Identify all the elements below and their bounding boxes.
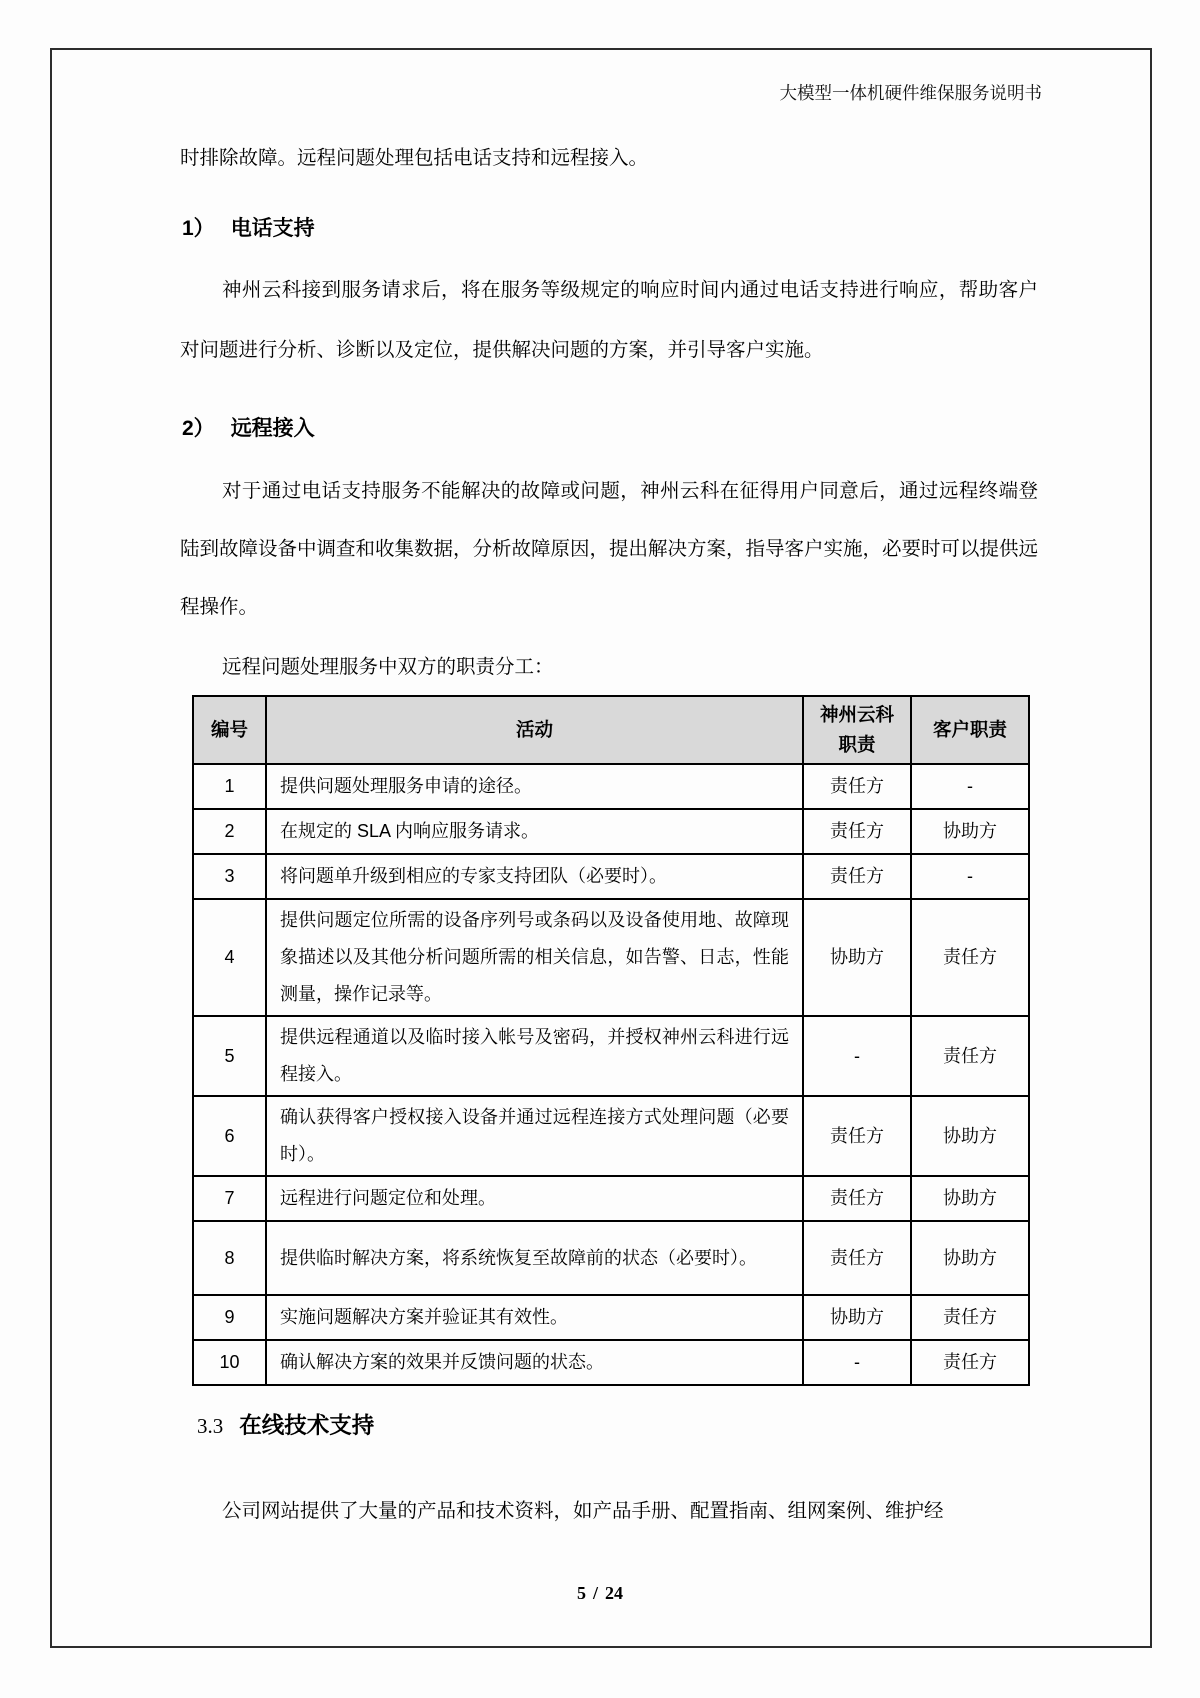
row-vendor-role: - (803, 1016, 911, 1096)
row-vendor-role: 责任方 (803, 809, 911, 854)
footer-current-page: 5 (576, 1583, 586, 1603)
row-customer-role: 责任方 (911, 1295, 1029, 1340)
row-customer-role: - (911, 764, 1029, 809)
row-customer-role: - (911, 854, 1029, 899)
row-number: 7 (193, 1176, 266, 1221)
table-row (193, 1096, 1029, 1176)
responsibility-table (192, 695, 1030, 1386)
row-vendor-role: 责任方 (803, 1176, 911, 1221)
table-row (193, 1295, 1029, 1340)
row-activity: 在规定的 SLA 内响应服务请求。 (266, 809, 803, 854)
row-activity: 提供临时解决方案，将系统恢复至故障前的状态（必要时）。 (266, 1221, 803, 1295)
row-vendor-role: - (803, 1340, 911, 1385)
row-activity: 确认获得客户授权接入设备并通过远程连接方式处理问题（必要时）。 (266, 1096, 803, 1176)
remote-access-heading-title: 远程接入 (230, 417, 315, 440)
phone-support-heading (182, 212, 315, 242)
row-number: 1 (193, 764, 266, 809)
document-header-title: 大模型一体机硬件维保服务说明书 (779, 83, 1042, 103)
remote-access-heading-number: 2） (182, 417, 215, 440)
row-vendor-role: 责任方 (803, 854, 911, 899)
row-vendor-role: 协助方 (803, 899, 911, 1016)
row-activity: 提供问题定位所需的设备序列号或条码以及设备使用地、故障现象描述以及其他分析问题所需的相关信息，如告警、日志，性能测量，操作记录等。 (266, 899, 803, 1016)
row-number: 4 (193, 899, 266, 1016)
row-activity: 提供问题处理服务申请的途径。 (266, 764, 803, 809)
responsibility-table-intro: 远程问题处理服务中双方的职责分工： (222, 656, 554, 678)
table-row (193, 764, 1029, 809)
header-vendor-line2: 职责 (838, 734, 876, 755)
table-row (193, 1340, 1029, 1385)
row-customer-role: 责任方 (911, 1340, 1029, 1385)
row-vendor-role: 责任方 (803, 1096, 911, 1176)
header-cell-activity: 活动 (266, 696, 803, 764)
header-cell-customer: 客户职责 (911, 696, 1029, 764)
row-customer-role: 协助方 (911, 809, 1029, 854)
row-activity: 远程进行问题定位和处理。 (266, 1176, 803, 1221)
row-activity: 提供远程通道以及临时接入帐号及密码，并授权神州云科进行远程接入。 (266, 1016, 803, 1096)
row-number: 6 (193, 1096, 266, 1176)
footer-separator: / (592, 1583, 598, 1603)
phone-support-heading-number: 1） (182, 217, 215, 240)
table-row (193, 854, 1029, 899)
row-number: 2 (193, 809, 266, 854)
footer-total-pages: 24 (605, 1583, 623, 1603)
header-cell-no: 编号 (193, 696, 266, 764)
intro-continuation-text: 时排除故障。远程问题处理包括电话支持和远程接入。 (180, 147, 649, 169)
header-cell-vendor (803, 696, 911, 764)
online-support-paragraph: 公司网站提供了大量的产品和技术资料，如产品手册、配置指南、组网案例、维护经 (222, 1500, 944, 1522)
phone-support-paragraph: 神州云科接到服务请求后，将在服务等级规定的响应时间内通过电话支持进行响应，帮助客户对问题进行分析、诊断以及定位，提供解决问题的方案，并引导客户实施。 (180, 279, 1038, 361)
row-vendor-role: 协助方 (803, 1295, 911, 1340)
row-customer-role: 协助方 (911, 1176, 1029, 1221)
row-number: 9 (193, 1295, 266, 1340)
row-customer-role: 责任方 (911, 899, 1029, 1016)
table-row (193, 1016, 1029, 1096)
row-number: 10 (193, 1340, 266, 1385)
online-support-heading-title: 在线技术支持 (239, 1413, 375, 1438)
row-activity: 确认解决方案的效果并反馈问题的状态。 (266, 1340, 803, 1385)
row-number: 8 (193, 1221, 266, 1295)
table-row (193, 899, 1029, 1016)
row-activity: 将问题单升级到相应的专家支持团队（必要时）。 (266, 854, 803, 899)
page-footer (0, 1583, 1200, 1604)
row-customer-role: 责任方 (911, 1016, 1029, 1096)
row-number: 5 (193, 1016, 266, 1096)
row-activity: 实施问题解决方案并验证其有效性。 (266, 1295, 803, 1340)
row-vendor-role: 责任方 (803, 764, 911, 809)
header-vendor-line1: 神州云科 (819, 704, 894, 725)
row-customer-role: 协助方 (911, 1096, 1029, 1176)
online-support-section-number: 3.3 (197, 1414, 224, 1438)
row-number: 3 (193, 854, 266, 899)
row-customer-role: 协助方 (911, 1221, 1029, 1295)
remote-access-paragraph: 对于通过电话支持服务不能解决的故障或问题，神州云科在征得用户同意后，通过远程终端登陆到故障设备中调查和收集数据，分析故障原因，提出解决方案，指导客户实施，必要时可以提供远程操作。 (180, 480, 1039, 618)
table-row (193, 1176, 1029, 1221)
remote-access-heading (182, 412, 315, 442)
online-support-heading (197, 1408, 374, 1440)
table-header-row (193, 696, 1029, 764)
row-vendor-role: 责任方 (803, 1221, 911, 1295)
table-row (193, 1221, 1029, 1295)
phone-support-heading-title: 电话支持 (230, 217, 315, 240)
table-row (193, 809, 1029, 854)
